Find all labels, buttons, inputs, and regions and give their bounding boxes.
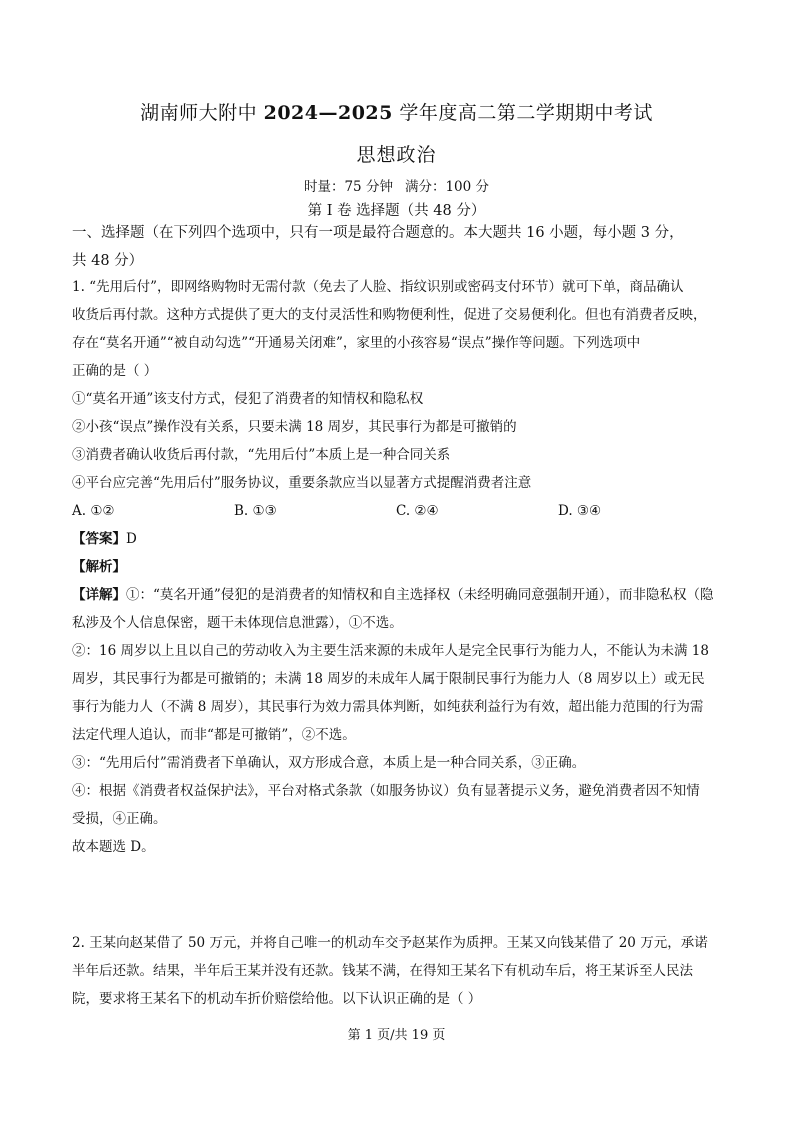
question-stem-line: 正确的是（ ）: [72, 363, 158, 379]
question-stem-line: 2. 王某向赵某借了 50 万元，并将自己唯一的机动车交予赵某作为质押。王某又向钱某借了 20 万元，承诺: [72, 935, 708, 951]
statement: ②小孩“误点”操作没有关系，只要未满 18 周岁，其民事行为都是可撤销的: [72, 419, 517, 435]
full-score: 满分：100 分: [404, 179, 490, 195]
exam-title: [0, 98, 793, 125]
title-years: 2024—2025: [263, 102, 393, 124]
analysis-line: [72, 553, 732, 581]
conclusion-line: 故本题选 D。: [72, 839, 155, 855]
page-footer: 第 1 页/共 19 页: [347, 1028, 446, 1043]
answer-line: [72, 525, 732, 553]
detail-line: 私涉及个人信息保密，题干未体现信息泄露），①不选。: [72, 615, 403, 631]
detail-line: 法定代理人追认，而非“都是可撤销”，②不选。: [72, 727, 356, 743]
question-stem-line: 1. “先用后付”，即网络购物时无需付款（免去了人脸、指纹识别或密码支付环节）就可下单，商品确认: [72, 279, 684, 295]
statement: ③消费者确认收货后再付款，“先用后付”本质上是一种合同关系: [72, 447, 451, 463]
analysis-tag: 【解析】: [72, 559, 126, 575]
detail-line: 受损，④正确。: [72, 811, 167, 827]
detail-text: ①：“莫名开通”侵犯的是消费者的知情权和自主选择权（未经明确同意强制开通），而非隐私权（隐: [126, 587, 714, 603]
time-limit: 时量：75 分钟: [303, 179, 393, 195]
statement: ①“莫名开通”该支付方式，侵犯了消费者的知情权和隐私权: [72, 391, 424, 407]
statement: ④平台应完善“先用后付”服务协议，重要条款应当以显著方式提醒消费者注意: [72, 475, 532, 491]
question-1: [72, 273, 732, 861]
answer-tag: 【答案】: [72, 531, 126, 547]
option-b: B. ①③: [234, 503, 277, 519]
question-2: [72, 929, 732, 1013]
detail-line: ③：“先用后付”需消费者下单确认，双方形成合意，本质上是一种合同关系，③正确。: [72, 755, 586, 771]
section-heading-line: 共 48 分）: [72, 253, 144, 269]
detail-line: 周岁，其民事行为都是可撤销的；未满 18 周岁的未成年人属于限制民事行为能力人（8 周岁以上）或无民: [72, 671, 705, 687]
part-heading: 第 I 卷 选择题（共 48 分）: [307, 203, 486, 219]
section-heading: [72, 219, 732, 275]
detail-line: ④：根据《消费者权益保护法》，平台对格式条款（如服务协议）负有显著提示义务，避免消费者因不知情: [72, 783, 700, 799]
title-suffix: 学年度高二第二学期期中考试: [392, 102, 653, 124]
question-stem-line: 院，要求将王某名下的机动车折价赔偿给他。以下认识正确的是（ ）: [72, 991, 482, 1007]
detail-line: ②：16 周岁以上且以自己的劳动收入为主要生活来源的未成年人是完全民事行为能力人，不能认为未满 18: [72, 643, 709, 659]
section-heading-line: 一、选择题（在下列四个选项中，只有一项是最符合题意的。本大题共 16 小题，每小题 3 分，: [72, 225, 684, 241]
title-prefix: 湖南师大附中: [140, 102, 264, 124]
subject-title: 思想政治: [356, 144, 437, 166]
question-stem-line: 半年后还款。结果，半年后王某并没有还款。钱某不满，在得知王某名下有机动车后，将王某诉至人民法: [72, 963, 693, 979]
question-stem-line: 存在“莫名开通”“被自动勾选”“开通易关闭难”，家里的小孩容易“误点”操作等问题。下列选项中: [72, 335, 641, 351]
option-d: D. ③④: [558, 503, 602, 519]
detail-line: 事行为能力人（不满 8 周岁），其民事行为效力需具体判断，如纯获利益行为有效，超出能力范围的行为需: [72, 699, 704, 715]
option-c: C. ②④: [396, 503, 439, 519]
detail-line: [72, 581, 732, 609]
exam-meta: [0, 175, 793, 195]
detail-tag: 【详解】: [72, 587, 126, 603]
answer-options: [72, 497, 732, 525]
option-a: A. ①②: [72, 503, 115, 519]
answer-value: D: [126, 531, 137, 547]
question-stem-line: 收货后再付款。这种方式提供了更大的支付灵活性和购物便利性，促进了交易便利化。但也有消费者反映，: [72, 307, 707, 323]
